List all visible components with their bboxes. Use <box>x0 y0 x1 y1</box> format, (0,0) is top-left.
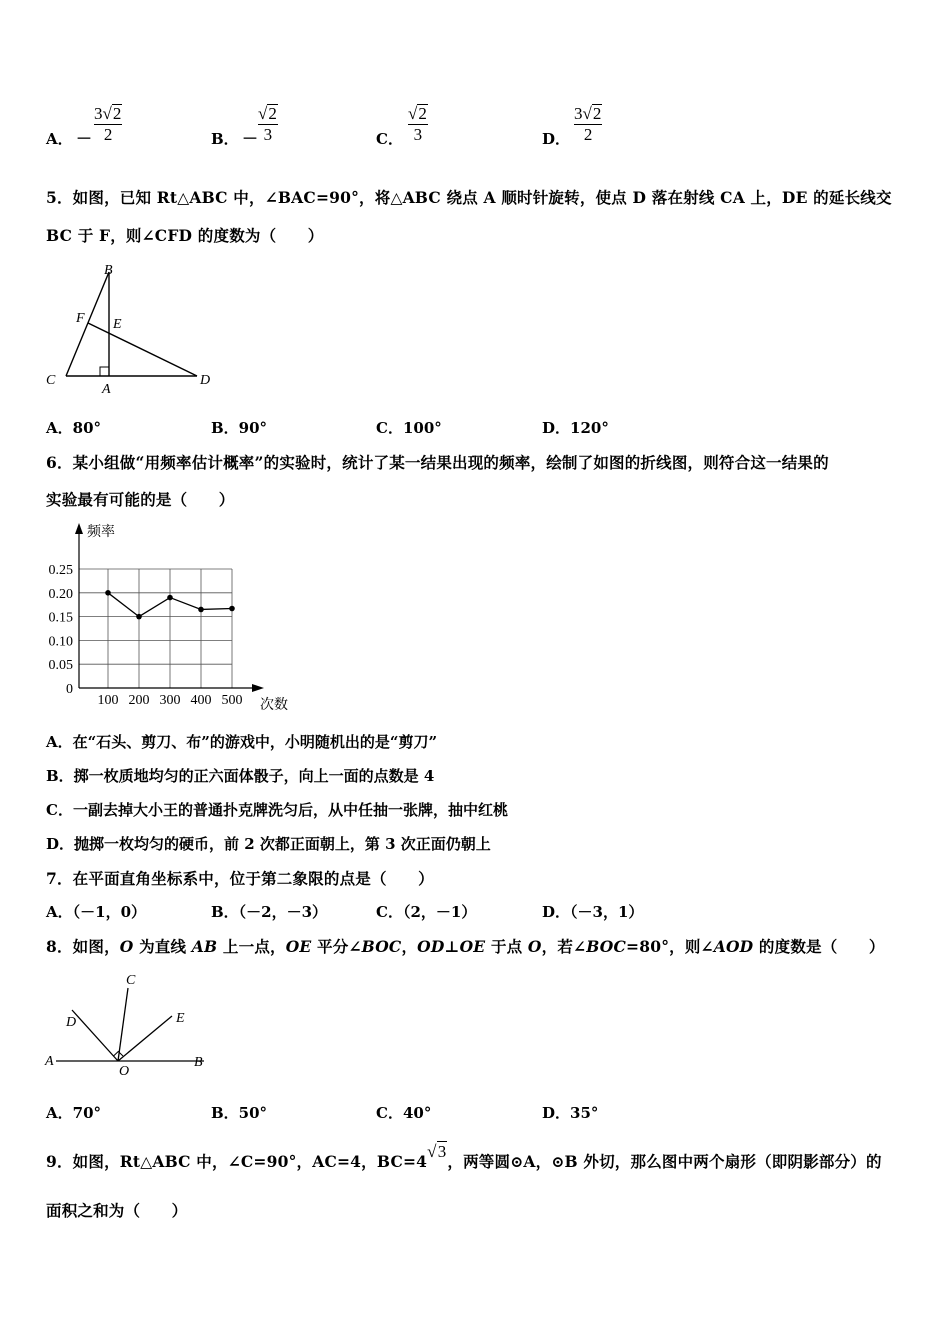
q4-option-b-letter: B． <box>211 130 239 148</box>
q8-label-a: A <box>45 1054 54 1069</box>
q5-label-b: B <box>104 263 113 278</box>
chart-data-point <box>105 590 111 596</box>
q8-text-part: ，若∠ <box>541 937 587 956</box>
q7-question: 7．在平面直角坐标系中，位于第二象限的点是（ ） <box>46 869 434 888</box>
q4-c-den: 3 <box>413 125 423 144</box>
q6-option-d: D．抛掷一枚均匀的硬币，前 2 次都正面朝上，第 3 次正面仍朝上 <box>46 835 491 853</box>
q4-a-radicand: 2 <box>112 104 122 123</box>
q6-line-2: 实验最有可能的是（ ） <box>46 490 235 509</box>
q5-line-2: BC 于 F，则∠CFD 的度数为（ ） <box>46 226 324 245</box>
q4-option-c-letter: C． <box>376 130 403 148</box>
q4-option-a-letter: A． <box>46 130 73 148</box>
q8-label-d: D <box>66 1015 77 1030</box>
q8-option-b: B．50° <box>211 1104 268 1122</box>
q8-text-part: OE <box>459 937 486 956</box>
chart-data-point <box>167 595 173 601</box>
q4-option-c-fraction: √ 2 3 <box>408 104 427 144</box>
q8-ray-oe <box>118 1016 172 1061</box>
q8-ray-od <box>72 1010 118 1061</box>
chart-y-tick-label: 0 <box>66 682 73 697</box>
chart-x-tick-label: 100 <box>97 693 119 708</box>
q7-option-b: B．（－2，－3） <box>211 903 328 921</box>
q4-a-den: 2 <box>103 125 113 144</box>
q4-c-radicand: 2 <box>418 104 427 123</box>
q8-label-b: B <box>194 1055 203 1070</box>
q4-d-radicand: 2 <box>592 104 602 123</box>
chart-x-tick-label: 200 <box>128 693 150 708</box>
q8-prefix: 8．如图， <box>46 937 120 956</box>
q5-label-a: A <box>102 382 111 397</box>
q5-option-b: B．90° <box>211 419 268 437</box>
q5-label-e: E <box>113 317 122 332</box>
q5-option-c: C．100° <box>376 419 442 437</box>
chart-y-tick-label: 0.05 <box>48 658 73 674</box>
q4-option-a-sign: － <box>76 129 93 148</box>
q4-option-d-fraction: 3 √ 2 2 <box>574 104 602 144</box>
q5-label-c: C <box>46 373 56 388</box>
q9-line-1-end: ，两等圆⊙A，⊙B 外切，那么图中两个扇形（即阴影部分）的 <box>447 1152 882 1171</box>
q8-text-part: O <box>119 937 134 956</box>
q4-option-d-letter: D． <box>542 130 571 148</box>
q4-option-b-sign: － <box>242 129 259 148</box>
q8-text-part: AB <box>191 937 218 956</box>
q4-d-coef: 3 <box>574 104 583 123</box>
q7-option-d: D．（－3，1） <box>542 903 644 921</box>
q9-sqrt: √3 <box>427 1142 447 1161</box>
frequency-line-chart <box>38 518 303 714</box>
q6-line-1: 6．某小组做“用频率估计概率”的实验时，统计了某一结果出现的频率，绘制了如图的折线图，则符合这一结果的 <box>46 453 829 472</box>
q8-text-part: 上一点， <box>217 937 286 956</box>
q4-b-den: 3 <box>263 125 273 144</box>
q5-label-d: D <box>200 373 211 388</box>
q8-label-c: C <box>126 973 136 988</box>
q8-text-part: =80°，则∠ <box>626 937 714 956</box>
chart-y-tick-label: 0.10 <box>48 634 73 650</box>
q8-text-part: O <box>527 937 542 956</box>
q5-segment-cb <box>66 272 109 376</box>
chart-data-point <box>136 614 142 620</box>
q5-segment-fd <box>88 323 197 376</box>
chart-grid <box>79 569 232 688</box>
q4-a-coef: 3 <box>94 104 103 123</box>
q5-figure <box>40 260 220 400</box>
q5-option-a: A．80° <box>46 419 102 437</box>
q8-text-part: OD <box>417 937 445 956</box>
q8-text-part: 的度数是（ ） <box>753 937 885 956</box>
q8-label-o: O <box>119 1064 130 1079</box>
q8-text-part: ， <box>401 937 418 956</box>
q9-sqrt-radicand: 3 <box>437 1142 447 1161</box>
q8-text-part: BOC <box>586 937 627 956</box>
chart-x-label: 次数 <box>260 698 288 713</box>
q8-text-part: 于点 <box>485 937 528 956</box>
q5-right-angle-mark <box>100 367 109 376</box>
q8-option-c: C．40° <box>376 1104 432 1122</box>
chart-data-point <box>198 607 204 613</box>
chart-y-tick-label: 0.15 <box>48 610 73 626</box>
q8-option-a: A．70° <box>46 1104 102 1122</box>
q8-text-part: 为直线 <box>133 937 192 956</box>
q4-d-den: 2 <box>583 125 593 144</box>
q8-text-part: 平分∠ <box>311 937 362 956</box>
q8-text-part: ⊥ <box>444 937 460 956</box>
chart-data-point <box>229 606 235 612</box>
q5-option-d: D．120° <box>542 419 609 437</box>
chart-y-tick-label: 0.20 <box>48 586 73 602</box>
q8-question <box>46 935 885 957</box>
chart-x-tick-label: 400 <box>190 693 212 708</box>
q8-text-part: BOC <box>361 937 402 956</box>
q6-option-b: B．掷一枚质地均匀的正六面体骰子，向上一面的点数是 4 <box>46 767 435 785</box>
chart-x-ticks <box>98 693 243 708</box>
q8-ray-oc <box>118 988 128 1061</box>
chart-y-label: 频率 <box>87 525 115 540</box>
q9-line-1-start: 9．如图，Rt△ABC 中，∠C=90°，AC=4，BC=4 <box>46 1152 428 1171</box>
q7-option-c: C．（2，－1） <box>376 903 477 921</box>
q5-line-1: 5．如图，已知 Rt△ABC 中，∠BAC=90°，将△ABC 绕点 A 顺时针旋转，使点 D 落在射线 CA 上，DE 的延长线交 <box>46 188 892 207</box>
chart-y-tick-label: 0.25 <box>48 563 73 578</box>
chart-x-axis-arrow <box>252 684 264 692</box>
q8-label-e: E <box>176 1011 185 1026</box>
chart-x-tick-label: 300 <box>159 693 181 708</box>
q6-option-a: A．在“石头、剪刀、布”的游戏中，小明随机出的是“剪刀” <box>46 733 438 751</box>
q5-label-f: F <box>76 311 85 326</box>
q9-line-2: 面积之和为（ ） <box>46 1201 188 1220</box>
q6-option-c: C．一副去掉大小王的普通扑克牌洗匀后，从中任抽一张牌，抽中红桃 <box>46 801 508 819</box>
q9-line-1 <box>46 1142 882 1172</box>
chart-x-tick-label: 500 <box>221 693 243 708</box>
chart-y-axis-arrow <box>75 523 83 534</box>
q4-option-a-fraction: 3 √ 2 2 <box>94 104 122 144</box>
q7-option-a: A．（－1，0） <box>46 903 147 921</box>
q4-b-radicand: 2 <box>268 104 277 123</box>
q8-text-part: OE <box>285 937 312 956</box>
q4-option-b-fraction: √ 2 3 <box>258 104 277 144</box>
q8-option-d: D．35° <box>542 1104 599 1122</box>
q8-text-part: AOD <box>713 937 754 956</box>
chart-y-ticks <box>49 563 74 697</box>
q8-figure <box>40 968 220 1080</box>
